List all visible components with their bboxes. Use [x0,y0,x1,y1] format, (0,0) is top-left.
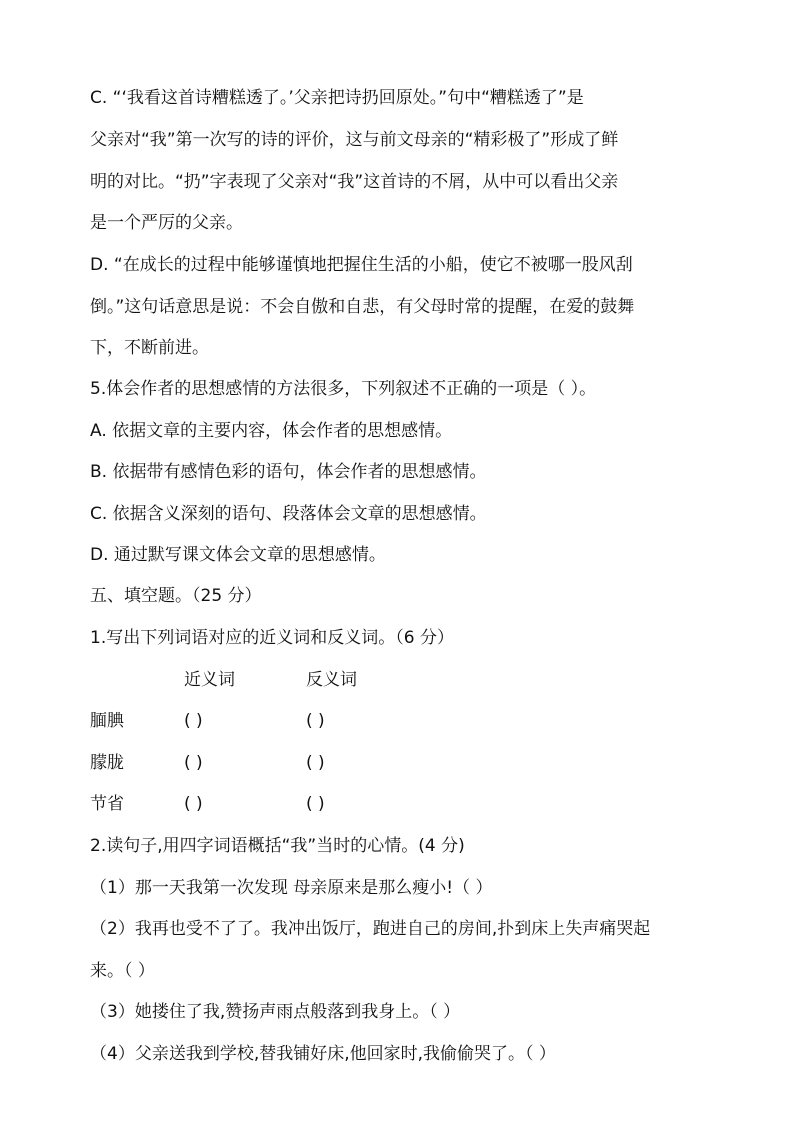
q5-stem: 5.体会作者的思想感情的方法很多，下列叙述不正确的一项是（ ）。 [90,379,597,399]
fill2-sentence-2-line2: 来。（ ） [90,961,155,981]
antonym-blank-1[interactable]: ( ) [306,711,325,731]
q4-option-d-line3: 下，不断前进。 [90,338,209,358]
header-antonym: 反义词 [306,670,357,690]
synonym-blank-2[interactable]: ( ) [184,753,203,773]
q4-option-d-line2: 倒。”这句话意思是说：不会自傲和自悲，有父母时常的提醒，在爱的鼓舞 [90,297,635,317]
q5-option-b: B. 依据带有感情色彩的语句，体会作者的思想感情。 [90,462,487,482]
q4-option-c-line4: 是一个严厉的父亲。 [90,213,243,233]
q5-option-c: C. 依据含义深刻的语句、段落体会文章的思想感情。 [90,504,487,524]
q4-option-d-line1: D. “在成长的过程中能够谨慎地把握住生活的小船，使它不被哪一股风刮 [90,255,633,275]
synonym-blank-1[interactable]: ( ) [184,711,203,731]
word-row-2: 朦胧 [90,753,124,773]
q5-option-a: A. 依据文章的主要内容，体会作者的思想感情。 [90,421,453,441]
section-five-title: 五、填空题。（25 分） [90,586,262,606]
q4-option-c-line1: C. “‘我看这首诗糟糕透了。’父亲把诗扔回原处。”句中“糟糕透了”是 [90,88,584,108]
antonym-blank-2[interactable]: ( ) [306,753,325,773]
fill2-sentence-4: （4）父亲送我到学校,替我铺好床,他回家时,我偷偷哭了。（ ） [90,1044,556,1064]
q4-option-c-line3: 明的对比。“扔”字表现了父亲对“我”这首诗的不屑，从中可以看出父亲 [90,172,619,192]
fill2-sentence-1: （1）那一天我第一次发现 母亲原来是那么瘦小!（ ） [90,878,493,898]
fill2-stem: 2.读句子,用四字词语概括“我”当时的心情。(4 分) [90,836,465,856]
antonym-blank-3[interactable]: ( ) [306,794,325,814]
q5-option-d: D. 通过默写课文体会文章的思想感情。 [90,545,386,565]
fill1-stem: 1.写出下列词语对应的近义词和反义词。（6 分） [90,628,454,648]
header-synonym: 近义词 [184,670,235,690]
word-row-1: 腼腆 [90,711,124,731]
fill2-sentence-2-line1: （2）我再也受不了了。我冲出饭厅，跑进自己的房间,扑到床上失声痛哭起 [90,919,651,939]
word-row-3: 节省 [90,794,124,814]
fill2-sentence-3: （3）她搂住了我,赞扬声雨点般落到我身上。（ ） [90,1002,461,1022]
q4-option-c-line2: 父亲对“我”第一次写的诗的评价，这与前文母亲的“精彩极了”形成了鲜 [90,130,619,150]
synonym-blank-3[interactable]: ( ) [184,794,203,814]
